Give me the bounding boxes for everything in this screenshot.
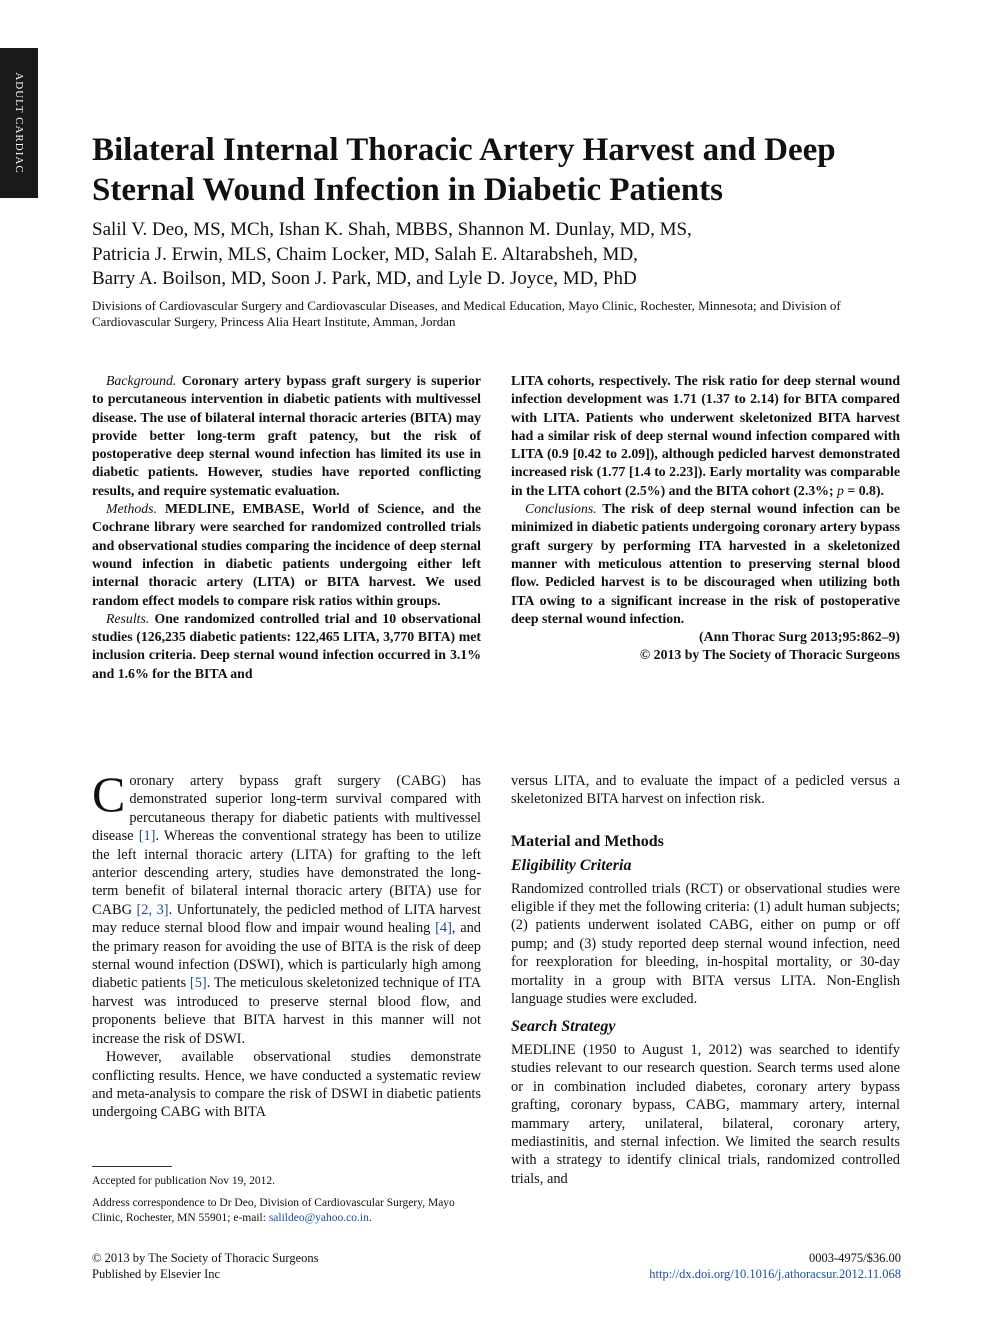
- journal-citation: (Ann Thorac Surg 2013;95:862–9): [699, 629, 900, 645]
- abstract-conclusions: [511, 500, 900, 628]
- intro-text-a: oronary artery bypass graft surgery (CABG) has demonstrated superior long-term survival compared with percutaneous therapy for diabetic patients with multivessel disease: [92, 773, 481, 845]
- body-left-column: [92, 766, 481, 1122]
- email-link[interactable]: salildeo@yahoo.co.in: [268, 1212, 369, 1224]
- author-line-2: Patricia J. Erwin, MLS, Chaim Locker, MD, Salah E. Altarabsheh, MD,: [92, 243, 638, 265]
- author-line-1: Salil V. Deo, MS, MCh, Ishan K. Shah, MBBS, Shannon M. Dunlay, MD, MS,: [92, 219, 692, 240]
- methods-label: Methods.: [106, 501, 157, 517]
- intro-text-b: . Whereas the conventional strategy has been to utilize the left internal thoracic artery (LITA) for grafting to the left anterior descending artery, studies have demonstrated the long-term benefit of bilateral internal thoracic artery (BITA) use for CABG: [92, 828, 481, 918]
- footnote-rule: [92, 1166, 172, 1167]
- abstract-methods: [92, 500, 481, 610]
- intro-paragraph-2: However, available observational studies demonstrate conflicting results. Hence, we have conducted a systematic review and meta-analysis to compare the risk of DSWI in diabetic patients undergoing CABG with BITA: [92, 1049, 481, 1121]
- abstract-results-cont: [511, 372, 900, 500]
- author-line-3: Barry A. Boilson, MD, Soon J. Park, MD, and Lyle D. Joyce, MD, PhD: [92, 268, 637, 289]
- intro-paragraph-3: versus LITA, and to evaluate the impact of a pedicled versus a skeletonized BITA harvest on infection risk.: [511, 773, 900, 808]
- ref-link-2-3[interactable]: [2, 3]: [136, 901, 169, 918]
- background-text: Coronary artery bypass graft surgery is superior to percutaneous intervention in diabetic patients with multivessel disease. The use of bilateral internal thoracic arteries (BITA) may provide better long-term graft patency, but the risk of postoperative deep sternal wound infection has limited its use in diabetic patients. However, studies have reported conflicting results, and require systematic evaluation.: [92, 373, 481, 498]
- author-list: [92, 218, 872, 292]
- section-heading-methods: Material and Methods: [511, 832, 664, 850]
- footer-left: [92, 1251, 318, 1282]
- correspondence: [92, 1196, 487, 1226]
- abstract-copyright: © 2013 by The Society of Thoracic Surgeons: [639, 647, 900, 663]
- conclusions-label: Conclusions.: [525, 501, 597, 517]
- ref-link-5[interactable]: [5]: [189, 975, 207, 992]
- intro-text-d: , and the primary reason for avoiding the use of BITA is the risk of deep sternal wound infection (DSWI), which is particularly high among diabetic patients: [92, 920, 481, 992]
- search-paragraph: MEDLINE (1950 to August 1, 2012) was searched to identify studies relevant to our research question. Search terms used alone or in combination included diabetes, coronary artery bypass grafting, coronary bypass, CABG, mammary artery, internal mammary artery, unilateral, bilateral, coronary artery, mediastinitis, and sternal infection. We limited the search results with a strategy to identify clinical trials, randomized controlled trials, and: [511, 1041, 900, 1187]
- abstract-right-column: [511, 372, 900, 665]
- intro-text-c: . Unfortunately, the pedicled method of LITA harvest may reduce sternal blood flow and impair wound healing: [92, 901, 481, 937]
- conclusions-text: The risk of deep sternal wound infection can be minimized in diabetic patients undergoing coronary artery bypass graft surgery by performing ITA harvested in a skeletonized manner with meticulous attention to preserving sternal blood flow. Pedicled harvest is to be discouraged when utilizing both ITA owing to a significant increase in the risk of postoperative deep sternal wound infection.: [511, 501, 900, 626]
- ref-link-4[interactable]: [4]: [435, 920, 452, 937]
- intro-paragraph-1: [92, 766, 481, 1048]
- subheading-eligibility: Eligibility Criteria: [511, 857, 632, 875]
- section-tab-label: ADULT CARDIAC: [13, 72, 25, 174]
- affiliation: Divisions of Cardiovascular Surgery and Cardiovascular Diseases, and Medical Education, Mayo Clinic, Rochester, Minnesota; and Division of Cardiovascular Surgery, Princess Alia Heart Institute, Amman, Jordan: [92, 298, 841, 329]
- correspondence-end: .: [368, 1212, 372, 1224]
- footer-issn: 0003-4975/$36.00: [808, 1251, 901, 1265]
- results-text-b: LITA cohorts, respectively. The risk ratio for deep sternal wound infection development was 1.71 (1.37 to 2.14) for BITA compared with LITA. Patients who underwent skeletonized BITA harvest had a similar risk of deep sternal wound infection compared with LITA (0.9 [0.42 to 2.09]), although pedicled harvest demonstrated increased risk (1.77 [1.4 to 2.23]). Early mortality was comparable in the LITA cohort (2.5%) and the BITA cohort (2.3%;: [511, 373, 900, 498]
- article-title: Bilateral Internal Thoracic Artery Harvest and Deep Sternal Wound Infection in Diabetic Patients: [92, 132, 836, 208]
- ref-link-1[interactable]: [1]: [138, 828, 156, 845]
- correspondence-text: Address correspondence to Dr Deo, Division of Cardiovascular Surgery, Mayo Clinic, Rochester, MN 55901; e-mail:: [92, 1197, 455, 1224]
- abstract-results: [92, 610, 481, 683]
- subheading-search: Search Strategy: [511, 1018, 616, 1036]
- accepted-date: Accepted for publication Nov 19, 2012.: [92, 1175, 275, 1187]
- p-symbol: p: [837, 482, 844, 498]
- footnotes: [92, 1174, 487, 1233]
- abstract-left-column: [92, 372, 481, 683]
- footer-copyright: © 2013 by The Society of Thoracic Surgeons: [92, 1251, 319, 1265]
- intro-text-e: . The meticulous skeletonized technique of ITA harvest was introduced to preserve sternal blood flow, and proponents believe that BITA harvest in this manner will not increase the risk of DSWI.: [92, 975, 481, 1047]
- results-text-a: One randomized controlled trial and 10 observational studies (126,235 diabetic patients: 122,465 LITA, 3,770 BITA) met inclusion criteria. Deep sternal wound infection occurred in 3.1% and 1.6% for the BITA and: [92, 610, 481, 681]
- results-text-c: = 0.8).: [847, 482, 884, 498]
- results-label: Results.: [106, 610, 150, 626]
- footer-publisher: Published by Elsevier Inc: [92, 1266, 221, 1281]
- section-tab: [0, 48, 38, 198]
- methods-text: MEDLINE, EMBASE, World of Science, and the Cochrane library were searched for randomized controlled trials and observational studies comparing the incidence of deep sternal wound infection in diabetic patients undergoing either left internal thoracic artery (LITA) or BITA harvest. We used random effect models to compare risk ratios within groups.: [92, 501, 482, 608]
- abstract-background: [92, 372, 481, 500]
- drop-cap: C: [92, 766, 126, 822]
- footer-right: [649, 1251, 901, 1282]
- body-right-column: [511, 772, 900, 1188]
- background-label: Background.: [106, 373, 177, 388]
- doi-link[interactable]: http://dx.doi.org/10.1016/j.athoracsur.2012.11.068: [649, 1266, 901, 1281]
- eligibility-paragraph: Randomized controlled trials (RCT) or observational studies were eligible if they met the following criteria: (1) adult human subjects; (2) patients underwent isolated CABG, either on pump or off pump; and (3) study reported deep sternal wound infection, need for reexploration for bleeding, in-hospital mortality, or 30-day mortality in a group with BITA versus LITA. Non-English language studies were excluded.: [511, 880, 900, 1008]
